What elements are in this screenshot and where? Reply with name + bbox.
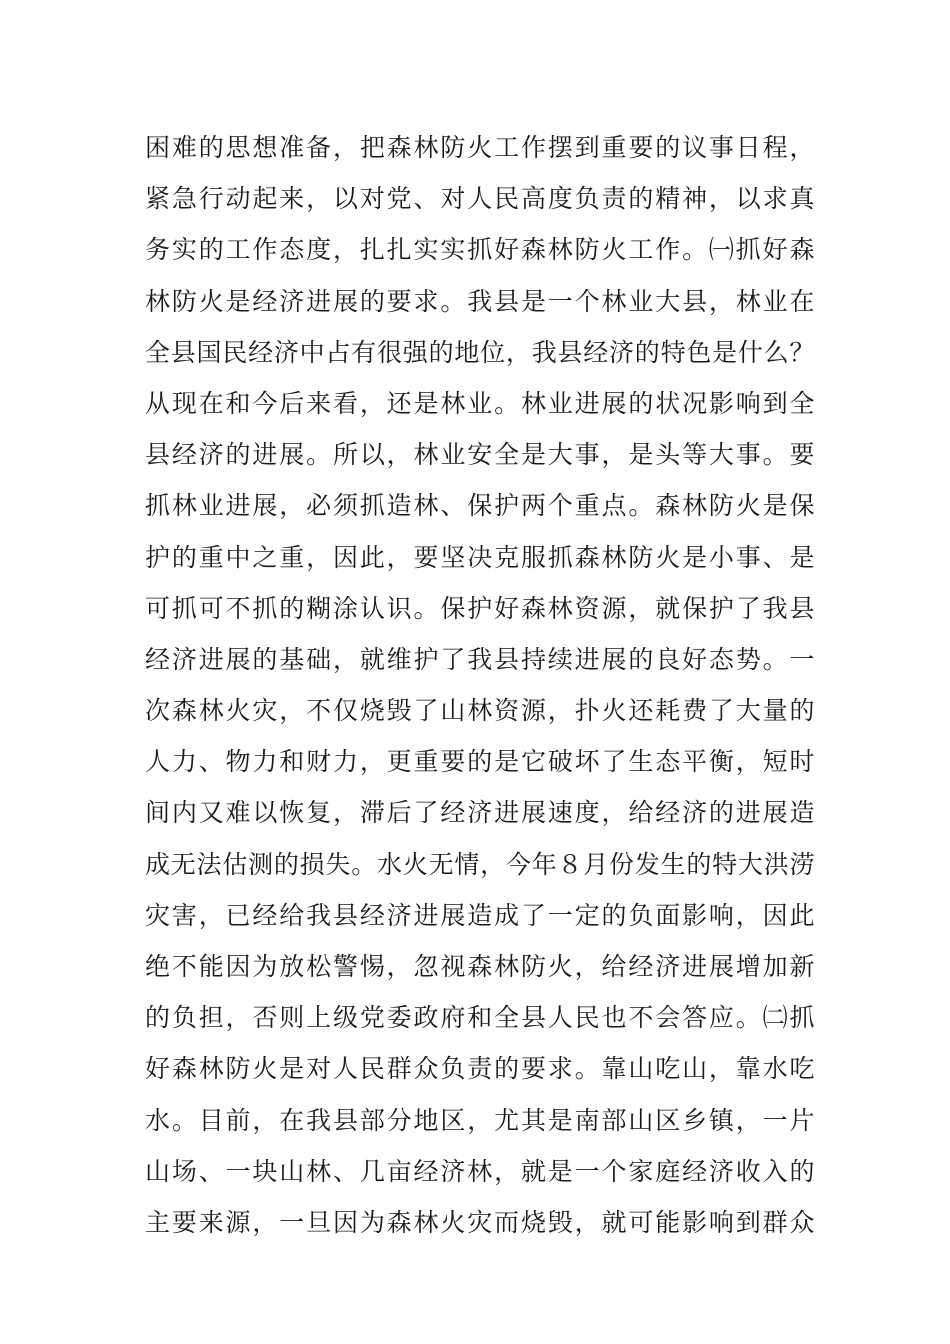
text-line: 困难的思想准备，把森林防火工作摆到重要的议事日程， <box>145 133 815 162</box>
text-line: 林防火是经济进展的要求。我县是一个林业大县，林业在 <box>145 286 815 316</box>
text-line: 主要来源，一旦因为森林火灾而烧毁，就可能影响到群众 <box>145 1207 815 1237</box>
text-line: 抓林业进展，必须抓造林、保护两个重点。森林防火是保 <box>145 491 815 521</box>
body-text <box>145 128 815 1254</box>
text-line: 绝不能因为放松警惕，忽视森林防火，给经济进展增加新 <box>145 952 815 981</box>
text-line: 成无法估测的损失。水火无情，今年８月份发生的特大洪涝 <box>145 849 815 879</box>
text-line: 间内又难以恢复，滞后了经济进展速度，给经济的进展造 <box>145 798 815 828</box>
text-line: 可抓可不抓的糊涂认识。保护好森林资源，就保护了我县 <box>145 593 815 623</box>
text-line: 全县国民经济中占有很强的地位，我县经济的特色是什么？ <box>145 337 815 367</box>
text-line: 紧急行动起来，以对党、对人民高度负责的精神，以求真 <box>145 184 815 214</box>
text-line: 水。目前，在我县部分地区，尤其是南部山区乡镇，一片 <box>145 1105 815 1135</box>
text-line: 务实的工作态度，扎扎实实抓好森林防火工作。㈠抓好森 <box>145 235 815 265</box>
text-line: 山场、一块山林、几亩经济林，就是一个家庭经济收入的 <box>145 1156 815 1186</box>
text-line: 经济进展的基础，就维护了我县持续进展的良好态势。一 <box>145 644 815 674</box>
text-line: 从现在和今后来看，还是林业。林业进展的状况影响到全 <box>145 388 815 418</box>
text-line: 护的重中之重，因此，要坚决克服抓森林防火是小事、是 <box>145 542 815 572</box>
text-line: 好森林防火是对人民群众负责的要求。靠山吃山，靠水吃 <box>145 1054 815 1084</box>
text-line: 县经济的进展。所以，林业安全是大事，是头等大事。要 <box>145 440 815 470</box>
text-line: 人力、物力和财力，更重要的是它破坏了生态平衡，短时 <box>145 747 815 777</box>
text-line: 的负担，否则上级党委政府和全县人民也不会答应。㈡抓 <box>145 1003 815 1033</box>
text-line: 次森林火灾，不仅烧毁了山林资源，扑火还耗费了大量的 <box>145 696 815 726</box>
text-line: 灾害，已经给我县经济进展造成了一定的负面影响，因此 <box>145 900 815 930</box>
